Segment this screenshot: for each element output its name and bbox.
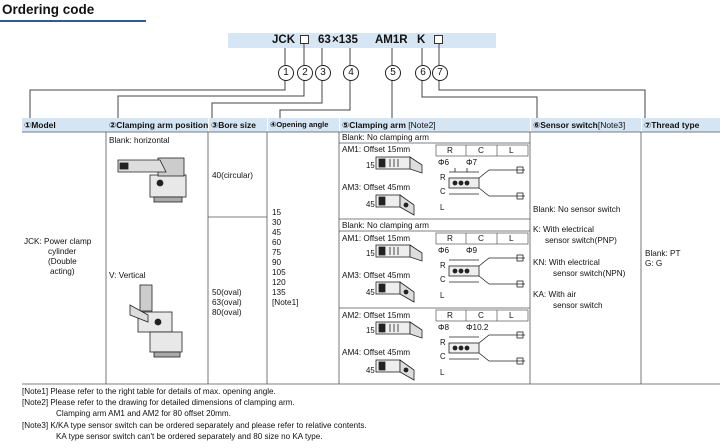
- rcl-c-2: C: [478, 234, 484, 243]
- code-arm: AM1R: [375, 34, 408, 46]
- header-opening-angle: ④Opening angle: [268, 118, 339, 132]
- circle-7: 7: [432, 65, 448, 81]
- header-clamping-arm-note: [Note2]: [408, 120, 436, 130]
- angle-60: 60: [272, 238, 282, 247]
- circle-6: 6: [415, 65, 431, 81]
- code-bore: 63: [318, 34, 331, 46]
- note-1: [Note1] Please refer to the right table for details of max. opening angle.: [22, 387, 276, 396]
- rcl-c-3: C: [478, 311, 484, 320]
- phi-8-3: Φ8: [438, 323, 450, 332]
- model-line-4: acting): [50, 267, 75, 276]
- note-2b: Clamping arm AM1 and AM2 for 80 offset 20mm.: [56, 409, 231, 418]
- phi-7-1: Φ7: [466, 158, 478, 167]
- arm-am1-1: AM1: Offset 15mm: [342, 145, 411, 154]
- arm-am3-2-offset: 45: [366, 288, 375, 297]
- page-title: Ordering code: [2, 2, 95, 17]
- header-bore-size: ③Bore size: [209, 118, 267, 132]
- arm-am4-offset: 45: [366, 366, 375, 375]
- rcl-r-3: R: [447, 311, 453, 320]
- arm-am3-1: AM3: Offset 45mm: [342, 183, 411, 192]
- note-3b: KA type sensor switch can't be ordered separately and 80 size no KA type.: [56, 432, 323, 441]
- fork-c-1: C: [440, 187, 446, 196]
- note-3: [Note3] K/KA type sensor switch can be ordered separately and please refer to relative contents.: [22, 421, 367, 430]
- angle-135: 135: [272, 288, 286, 297]
- circle-5: 5: [385, 65, 401, 81]
- phi-9-2: Φ9: [466, 246, 478, 255]
- fork-l-2: L: [440, 291, 445, 300]
- angle-90: 90: [272, 258, 282, 267]
- opening-angle-list: [272, 208, 298, 308]
- fork-c-2: C: [440, 275, 446, 284]
- model-line-1: JCK: Power clamp: [24, 237, 92, 246]
- sensor-ka-line1: KA: With air: [533, 290, 577, 299]
- fork-l-1: L: [440, 203, 445, 212]
- sensor-k-line2: sensor switch(PNP): [545, 236, 617, 245]
- fork-r-1: R: [440, 173, 446, 182]
- arm-am4: AM4: Offset 45mm: [342, 348, 411, 357]
- sensor-kn-line2: sensor switch(NPN): [553, 269, 626, 278]
- code-angle: ×135: [332, 34, 358, 46]
- circle-1: 1: [278, 65, 294, 81]
- bore-40: 40(circular): [212, 171, 253, 180]
- angle-15: 15: [272, 208, 282, 217]
- arm-am2-offset: 15: [366, 326, 375, 335]
- bore-80: 80(oval): [212, 308, 242, 317]
- arm-am3-1-offset: 45: [366, 200, 375, 209]
- sensor-blank: Blank: No sensor switch: [533, 205, 621, 214]
- code-model: JCK: [272, 34, 296, 46]
- rcl-l-1: L: [509, 146, 514, 155]
- position-vertical: V: Vertical: [109, 271, 146, 280]
- phi-6-1: Φ6: [438, 158, 450, 167]
- sensor-k-line1: K: With electrical: [533, 225, 594, 234]
- sensor-kn-line1: KN: With electrical: [533, 258, 600, 267]
- header-sensor-label: ⑥Sensor switch: [533, 120, 598, 130]
- bore-50: 50(oval): [212, 288, 242, 297]
- model-line-3: (Double: [48, 257, 77, 266]
- note-2: [Note2] Please refer to the drawing for detailed dimensions of clamping arm.: [22, 398, 295, 407]
- thread-g: G: G: [645, 259, 663, 268]
- arm-am2: AM2: Offset 15mm: [342, 311, 411, 320]
- arm-am1-2: AM1: Offset 15mm: [342, 234, 411, 243]
- sensor-ka-line2: sensor switch: [553, 301, 603, 310]
- header-model: ①Model: [22, 118, 107, 132]
- angle-30: 30: [272, 218, 282, 227]
- angle-45: 45: [272, 228, 282, 237]
- position-horizontal: Blank: horizontal: [109, 136, 170, 145]
- circle-4: 4: [343, 65, 359, 81]
- arm-blank-2: Blank: No clamping arm: [342, 221, 429, 230]
- angle-note: [Note1]: [272, 298, 299, 307]
- arm-am3-2: AM3: Offset 45mm: [342, 271, 411, 280]
- model-line-2: cylinder: [48, 247, 77, 256]
- circle-3: 3: [315, 65, 331, 81]
- header-sensor-note: [Note3]: [597, 120, 626, 130]
- header-clamping-position: ②Clamping arm position: [109, 120, 208, 130]
- bore-63: 63(oval): [212, 298, 242, 307]
- rcl-r-1: R: [447, 146, 453, 155]
- circle-2: 2: [297, 65, 313, 81]
- thread-pt: Blank: PT: [645, 249, 681, 258]
- rcl-r-2: R: [447, 234, 453, 243]
- fork-c-3: C: [440, 352, 446, 361]
- arm-blank-1: Blank: No clamping arm: [342, 133, 429, 142]
- clamp-horizontal-drawing: [118, 158, 186, 202]
- rcl-c-1: C: [478, 146, 484, 155]
- rcl-l-3: L: [509, 311, 514, 320]
- header-clamping-arm-label: ⑤Clamping arm: [342, 120, 406, 130]
- angle-75: 75: [272, 248, 282, 257]
- angle-105: 105: [272, 268, 286, 277]
- arm-am1-1-offset: 15: [366, 161, 375, 170]
- fork-r-2: R: [440, 261, 446, 270]
- model-cell: [24, 237, 104, 277]
- fork-r-3: R: [440, 338, 446, 347]
- angle-120: 120: [272, 278, 286, 287]
- code-sensor: K: [417, 34, 426, 46]
- phi-102-3: Φ10.2: [466, 323, 489, 332]
- fork-arm-drawings: [449, 167, 525, 364]
- header-thread-type: ⑦Thread type: [642, 118, 720, 132]
- rcl-l-2: L: [509, 234, 514, 243]
- arm-am1-2-offset: 15: [366, 249, 375, 258]
- fork-l-3: L: [440, 368, 445, 377]
- phi-6-2: Φ6: [438, 246, 450, 255]
- clamp-vertical-drawing: [130, 285, 182, 357]
